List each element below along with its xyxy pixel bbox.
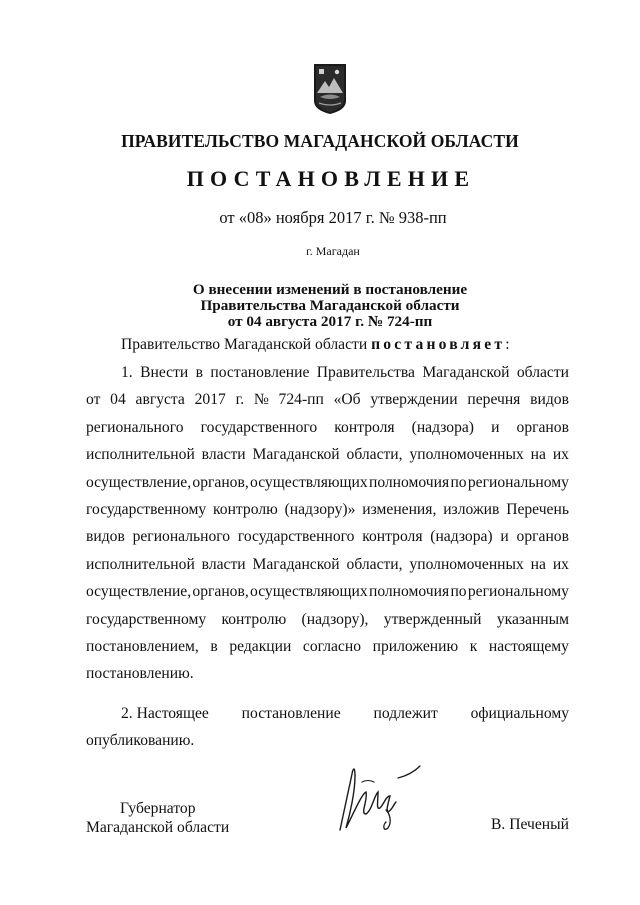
word: постановление: [210, 364, 310, 381]
word: органов,: [192, 473, 249, 491]
document-date-number: от «08» ноября 2017 г. № 938-пп: [219, 208, 447, 227]
word: официальному: [470, 705, 569, 722]
word: видов: [530, 391, 569, 409]
word: изложив: [443, 500, 500, 518]
text-line: [86, 578, 569, 605]
word: видов: [86, 528, 125, 546]
word: осуществляющих: [250, 583, 368, 601]
word: (надзора): [411, 418, 474, 436]
word: государственному: [86, 500, 207, 518]
word: (надзора): [430, 528, 493, 546]
word: полномочия: [368, 583, 450, 601]
paragraph-2: [86, 700, 569, 755]
intro-resolves: постановляет: [371, 336, 506, 353]
word: Перечень: [506, 500, 569, 518]
word: осуществление,: [86, 473, 192, 491]
word: 1.: [121, 364, 133, 381]
text-line: [86, 469, 569, 496]
word: г.: [235, 391, 245, 409]
intro-colon: :: [505, 336, 510, 353]
word: Внести: [140, 364, 189, 381]
word: уполномоченных: [409, 446, 524, 464]
word: «Об: [333, 391, 361, 409]
word: изменения,: [362, 500, 437, 518]
word: контроля: [334, 418, 395, 436]
word: в: [210, 637, 218, 655]
word: Правительства: [316, 364, 415, 381]
word: Магаданской: [252, 555, 340, 573]
intro-text: Правительство Магаданской области: [121, 336, 368, 353]
word: по: [450, 473, 467, 491]
word: органов: [516, 528, 569, 546]
resolution-intro: [121, 336, 510, 354]
text-line: постановлению.: [86, 665, 194, 683]
text-line: [86, 496, 569, 523]
word: государственному: [86, 610, 207, 628]
word: редакции: [229, 637, 292, 655]
word: 04: [110, 391, 126, 409]
government-title: ПРАВИТЕЛЬСТВО МАГАДАНСКОЙ ОБЛАСТИ: [121, 131, 519, 151]
word: от: [86, 391, 101, 409]
text-line: [86, 523, 569, 550]
word: государственного: [200, 418, 318, 436]
word: по: [450, 583, 467, 601]
word: указанным: [496, 610, 569, 628]
word: и: [491, 418, 500, 436]
signer-position-line: Магаданской области: [86, 819, 230, 836]
word: 2017: [194, 391, 226, 409]
word: их: [552, 555, 569, 573]
text-line: [86, 441, 569, 468]
text-line: [86, 359, 569, 386]
word: контролю: [213, 500, 278, 518]
word: полномочия: [368, 473, 450, 491]
word: их: [552, 446, 569, 464]
word: утвержденный: [383, 610, 482, 628]
word: в: [195, 364, 203, 381]
word: (надзору),: [301, 610, 369, 628]
word: области,: [346, 555, 403, 573]
word: власти: [201, 555, 246, 573]
word: органов: [516, 418, 569, 436]
word: согласно: [302, 637, 361, 655]
word: постановление: [241, 705, 341, 722]
word: регионального: [86, 418, 184, 436]
word: настоящему: [488, 637, 569, 655]
word: контроля: [362, 528, 423, 546]
word: 724-пп: [278, 391, 324, 409]
word: приложению: [372, 637, 459, 655]
word: осуществляющих: [250, 473, 368, 491]
text-line: [86, 386, 569, 413]
document-subject: [0, 282, 640, 330]
word: региональному: [467, 473, 569, 491]
signer-name: В. Печеный: [491, 816, 569, 833]
word: к: [469, 637, 478, 655]
text-line: [86, 551, 569, 578]
text-line: [86, 414, 569, 441]
signer-position-line: Губернатор: [120, 800, 196, 817]
coat-of-arms-icon: [313, 63, 347, 115]
word: региональному: [467, 583, 569, 601]
word: государственного: [237, 528, 355, 546]
signer-position: [86, 799, 266, 837]
word: области: [516, 364, 569, 381]
word: контролю: [221, 610, 287, 628]
subject-line: О внесении изменений в постановление: [192, 281, 468, 298]
text-line: [86, 606, 569, 633]
document-type: ПОСТАНОВЛЕНИЕ: [186, 166, 476, 191]
word: подлежит: [373, 705, 438, 722]
word: Магаданской: [422, 364, 510, 381]
text-line: [86, 700, 569, 727]
word: на: [530, 446, 546, 464]
word: на: [530, 555, 546, 573]
word: власти: [201, 446, 246, 464]
word: регионального: [132, 528, 231, 546]
word: №: [253, 391, 269, 409]
word: утверждении: [370, 391, 458, 409]
word: уполномоченных: [409, 555, 524, 573]
word: 2. Настоящее: [121, 705, 209, 722]
word: исполнительной: [86, 446, 195, 464]
text-line: опубликованию.: [86, 732, 195, 750]
subject-line: от 04 августа 2017 г. № 724-пп: [227, 313, 433, 330]
subject-line: Правительства Магаданской области: [200, 297, 460, 314]
word: (надзору)»: [284, 500, 356, 518]
word: августа: [135, 391, 185, 409]
word: органов,: [192, 583, 249, 601]
text-line: [86, 633, 569, 660]
document-city: г. Магадан: [306, 244, 360, 258]
word: исполнительной: [86, 555, 195, 573]
word: области,: [346, 446, 403, 464]
handwritten-signature: [326, 752, 426, 842]
word: осуществление,: [86, 583, 192, 601]
word: Магаданской: [252, 446, 340, 464]
word: постановлением,: [86, 637, 199, 655]
paragraph-1: [86, 359, 569, 688]
word: перечня: [467, 391, 521, 409]
word: и: [500, 528, 509, 546]
